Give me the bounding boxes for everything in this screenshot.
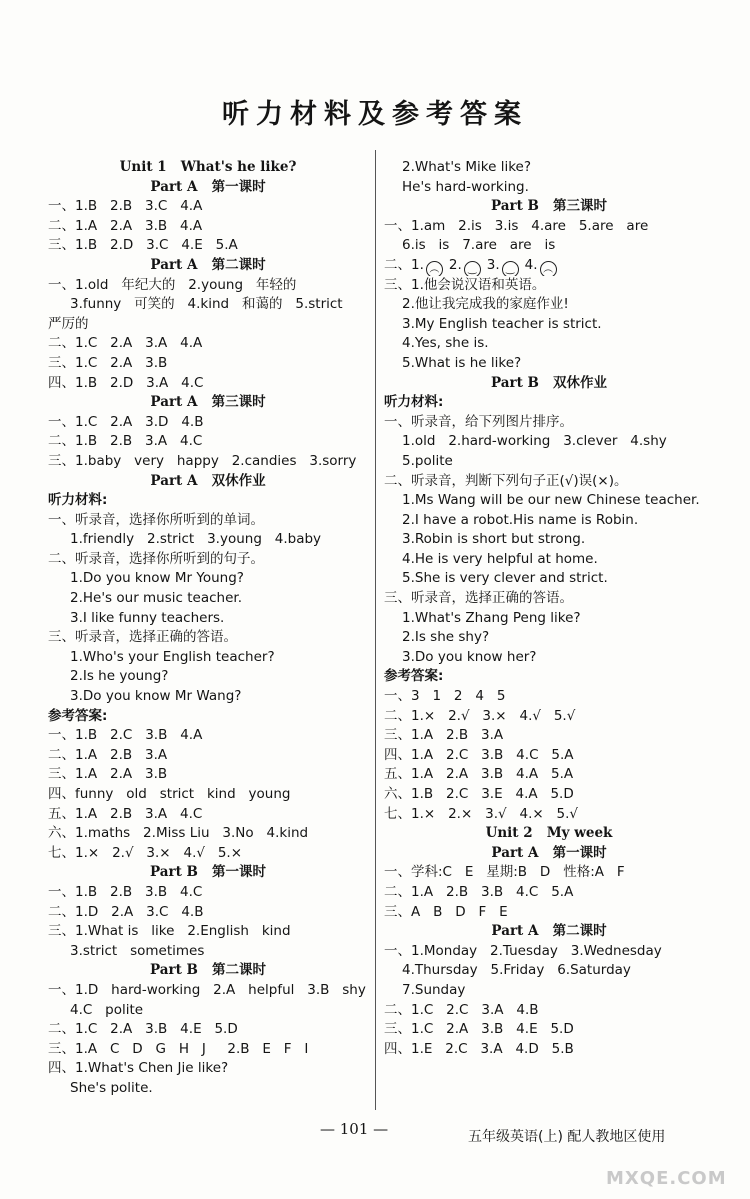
answer-line [48, 1020, 368, 1040]
answer-line [384, 276, 714, 296]
answer-line [48, 550, 368, 570]
column-divider [375, 150, 376, 1110]
line-text: 4.C polite [70, 1001, 144, 1018]
section-heading [384, 824, 714, 844]
line-text: Part A 双休作业 [150, 472, 266, 489]
left-column [48, 158, 368, 1099]
answer-line [48, 589, 368, 609]
line-text: Unit 2 My week [485, 825, 613, 842]
answer-line [48, 315, 368, 335]
answer-line [384, 550, 714, 570]
line-text: 三、A B D F E [384, 903, 508, 920]
answer-line [384, 295, 714, 315]
line-text: 三、1.A C D G H J 2.B E F I [48, 1040, 309, 1057]
line-text: 一、1.am 2.is 3.is 4.are 5.are are [384, 217, 649, 234]
line-text: 3.Do you know Mr Wang? [70, 688, 242, 705]
line-text: 严厉的 [48, 315, 89, 332]
answer-line [384, 589, 714, 609]
line-text: 一、1.old 年纪大的 2.young 年轻的 [48, 276, 297, 293]
line-text: 二、听录音，判断下列句子正(√)误(×)。 [384, 472, 628, 489]
line-text: Unit 1 What's he like? [119, 159, 297, 175]
section-heading [48, 961, 368, 981]
line-text: 2.Is she shy? [402, 629, 490, 646]
answer-line [48, 824, 368, 844]
answer-line [48, 413, 368, 433]
line-text: 二、1.C 2.A 3.A 4.A [48, 335, 203, 352]
answer-line [48, 511, 368, 531]
line-text: 1.Who's your English teacher? [70, 648, 275, 665]
line-text: 3.I like funny teachers. [70, 609, 225, 626]
line-text: Part B 双休作业 [490, 374, 608, 391]
answer-line [48, 609, 368, 629]
line-text: 二、1.A 2.B 3.A [48, 746, 168, 763]
line-text: 二、1.B 2.B 3.A 4.C [48, 433, 203, 450]
answer-line [384, 472, 714, 492]
subsection-label [384, 393, 714, 413]
line-text: 四、1.A 2.C 3.B 4.C 5.A [384, 746, 574, 763]
line-text: 一、学科:C E 星期:B D 性格:A F [384, 864, 625, 881]
answer-line [384, 217, 714, 237]
answer-line [384, 863, 714, 883]
answer-line [48, 667, 368, 687]
line-text: 四、funny old strict kind young [48, 786, 291, 802]
answer-line [384, 805, 714, 825]
line-text: 1.What's Zhang Peng like? [402, 609, 581, 626]
answer-line [48, 628, 368, 648]
answer-line [48, 746, 368, 766]
answer-line [48, 569, 368, 589]
line-text: 四、1.What's Chen Jie like? [48, 1060, 229, 1077]
line-text: 二、1.D 2.A 3.C 4.B [48, 903, 204, 920]
answer-line [48, 922, 368, 942]
answer-line [48, 197, 368, 217]
line-text: 一、1.B 2.C 3.B 4.A [48, 727, 203, 744]
line-text: 4.Yes, she is. [402, 335, 489, 352]
answer-line [48, 805, 368, 825]
line-text: 三、1.C 2.A 3.B 4.E 5.D [384, 1021, 574, 1038]
answer-line [384, 452, 714, 472]
line-text: 一、1.B 2.B 3.C 4.A [48, 198, 203, 215]
answer-line [384, 1040, 714, 1060]
line-text: Part B 第二课时 [149, 962, 267, 979]
line-text: 三、1.C 2.A 3.B [48, 354, 168, 371]
line-text: 一、1.C 2.A 3.D 4.B [48, 413, 204, 430]
line-text: 5.What is he like? [402, 354, 522, 371]
answer-line [48, 765, 368, 785]
line-text: 一、1.D hard-working 2.A helpful 3.B shy [48, 981, 366, 998]
answer-line [48, 687, 368, 707]
line-text: 3.My English teacher is strict. [402, 315, 602, 332]
answer-line [48, 1079, 368, 1099]
line-text: 三、1.baby very happy 2.candies 3.sorry [48, 452, 357, 469]
answer-line [384, 158, 714, 178]
line-text: Part A 第二课时 [491, 923, 607, 940]
answer-line [48, 217, 368, 237]
answer-line [48, 374, 368, 394]
line-text: 3.Do you know her? [402, 648, 537, 665]
answer-line [384, 354, 714, 374]
line-text: Part A 第二课时 [150, 256, 266, 273]
sad-face-icon: ︵ [540, 261, 557, 276]
answer-line [384, 961, 714, 981]
answer-line [48, 1001, 368, 1021]
line-text: She's polite. [70, 1079, 153, 1096]
answer-line [384, 726, 714, 746]
line-text: 一、听录音，给下列图片排序。 [384, 413, 573, 430]
answer-line [48, 334, 368, 354]
line-text: 二、听录音，选择你所听到的句子。 [48, 550, 264, 567]
line-text: 1.Ms Wang will be our new Chinese teacher. [402, 492, 700, 509]
answer-line [384, 609, 714, 629]
answer-line [384, 1001, 714, 1021]
line-text: 三、听录音，选择正确的答语。 [384, 590, 573, 607]
answer-line [384, 315, 714, 335]
line-text: 3.funny 可笑的 4.kind 和蔼的 5.strict [70, 296, 343, 313]
answer-line [48, 942, 368, 962]
answer-line [48, 276, 368, 296]
section-heading [48, 393, 368, 413]
line-text: 7.Sunday [402, 981, 466, 998]
line-text: 一、1.B 2.B 3.B 4.C [48, 883, 203, 900]
line-text: 1.Do you know Mr Young? [70, 570, 244, 587]
answer-line [384, 530, 714, 550]
answer-line [48, 648, 368, 668]
subsection-label [384, 667, 714, 687]
line-text: 三、1.B 2.D 3.C 4.E 5.A [48, 237, 238, 254]
answer-line [48, 530, 368, 550]
answer-line [384, 903, 714, 923]
answer-line [384, 569, 714, 589]
line-text: 一、3 1 2 4 5 [384, 688, 506, 705]
section-heading [48, 256, 368, 276]
answer-line [384, 707, 714, 727]
line-text: 4.Thursday 5.Friday 6.Saturday [402, 962, 631, 979]
answer-line [48, 844, 368, 864]
line-text: Part A 第一课时 [150, 178, 266, 195]
answer-line [48, 432, 368, 452]
section-heading [384, 197, 714, 217]
line-text: 6.is is 7.are are is [402, 237, 556, 254]
line-text: 五、1.A 2.A 3.B 4.A 5.A [384, 766, 574, 783]
answer-line [48, 903, 368, 923]
line-text: He's hard-working. [402, 178, 529, 195]
line-text: 二、1.A 2.B 3.B 4.C 5.A [384, 883, 574, 900]
line-text: 三、1.他会说汉语和英语。 [384, 276, 546, 293]
line-text: 四、1.E 2.C 3.A 4.D 5.B [384, 1040, 574, 1057]
answer-line [384, 1020, 714, 1040]
face-answer-row [384, 256, 714, 276]
line-text: 听力材料: [48, 492, 108, 509]
line-text: 5.She is very clever and strict. [402, 570, 608, 587]
section-heading [48, 178, 368, 198]
answer-line [48, 1040, 368, 1060]
line-text: 七、1.× 2.× 3.√ 4.× 5.√ [384, 805, 579, 822]
answer-line [384, 942, 714, 962]
face-number: 3. [486, 256, 500, 273]
answer-line [48, 1059, 368, 1079]
section-heading [48, 158, 368, 178]
line-text: 四、1.B 2.D 3.A 4.C [48, 374, 204, 391]
answer-line [384, 746, 714, 766]
line-text: 4.He is very helpful at home. [402, 550, 598, 567]
answer-line [48, 785, 368, 805]
answer-line [384, 491, 714, 511]
line-text: 2.What's Mike like? [402, 159, 532, 175]
section-heading [48, 863, 368, 883]
face-number: 2. [448, 256, 462, 273]
answer-line [384, 511, 714, 531]
line-text: 三、1.A 2.A 3.B [48, 766, 168, 783]
book-label: 五年级英语(上) 配人教地区使用 [468, 1129, 666, 1145]
line-text: 2.Is he young? [70, 668, 169, 685]
answer-line [384, 628, 714, 648]
answer-line [384, 236, 714, 256]
answer-line [384, 178, 714, 198]
section-heading [384, 374, 714, 394]
answer-line [384, 765, 714, 785]
answer-line [48, 354, 368, 374]
answer-line [384, 981, 714, 1001]
smiley-face-icon: ‿ [464, 261, 481, 276]
page-title: 听力材料及参考答案 [222, 99, 528, 130]
line-text: 二、1.× 2.√ 3.× 4.√ 5.√ [384, 707, 576, 724]
answer-line [384, 648, 714, 668]
line-text: 2.他让我完成我的家庭作业! [402, 296, 569, 313]
page-number: — 101 — [320, 1120, 389, 1138]
answer-line [384, 432, 714, 452]
subsection-label [48, 707, 368, 727]
line-text: 1.friendly 2.strict 3.young 4.baby [70, 531, 322, 548]
watermark: MXQE.COM [606, 1168, 727, 1189]
face-number: 1. [411, 256, 424, 273]
line-text: 二、1.C 2.A 3.B 4.E 5.D [48, 1021, 238, 1038]
answer-line [384, 687, 714, 707]
answer-line [384, 883, 714, 903]
section-heading [48, 472, 368, 492]
answer-line [48, 981, 368, 1001]
line-text: Part B 第三课时 [490, 198, 608, 215]
line-text: 二、1.C 2.C 3.A 4.B [384, 1001, 539, 1018]
line-text: 一、1.Monday 2.Tuesday 3.Wednesday [384, 942, 662, 959]
line-text: 5.polite [402, 452, 453, 469]
line-text: 六、1.maths 2.Miss Liu 3.No 4.kind [48, 825, 309, 842]
line-text: Part A 第三课时 [150, 394, 266, 411]
line-text: 2.He's our music teacher. [70, 590, 242, 607]
line-text: 1.old 2.hard-working 3.clever 4.shy [402, 433, 667, 450]
line-text: 三、听录音，选择正确的答语。 [48, 629, 237, 646]
sad-face-icon: ︵ [426, 261, 443, 276]
smiley-face-icon: ‿ [502, 261, 519, 276]
line-text: 听力材料: [384, 394, 444, 411]
answer-line [384, 413, 714, 433]
answer-line [48, 295, 368, 315]
subsection-label [48, 491, 368, 511]
line-text: Part A 第一课时 [491, 844, 607, 861]
line-text: 参考答案: [384, 668, 444, 685]
answer-line [48, 236, 368, 256]
line-text: 七、1.× 2.√ 3.× 4.√ 5.× [48, 844, 243, 861]
line-text: 3.strict sometimes [70, 942, 205, 959]
answer-line [48, 726, 368, 746]
answer-line [384, 334, 714, 354]
right-column [384, 158, 714, 1059]
line-text: 五、1.A 2.B 3.A 4.C [48, 805, 203, 822]
line-text: 三、1.A 2.B 3.A [384, 727, 504, 744]
answer-line [48, 452, 368, 472]
section-heading [384, 922, 714, 942]
line-text: 3.Robin is short but strong. [402, 531, 586, 548]
line-text: 2.I have a robot.His name is Robin. [402, 511, 639, 528]
answer-line [48, 883, 368, 903]
face-number: 4. [524, 256, 538, 273]
section-heading [384, 844, 714, 864]
line-text: 二、1.A 2.A 3.B 4.A [48, 217, 203, 234]
line-text: 二、 [384, 256, 411, 273]
line-text: 一、听录音，选择你所听到的单词。 [48, 511, 264, 528]
line-text: 三、1.What is like 2.English kind [48, 923, 291, 940]
line-text: 六、1.B 2.C 3.E 4.A 5.D [384, 786, 574, 802]
line-text: 参考答案: [48, 707, 108, 724]
answer-line [384, 785, 714, 805]
line-text: Part B 第一课时 [149, 864, 267, 881]
